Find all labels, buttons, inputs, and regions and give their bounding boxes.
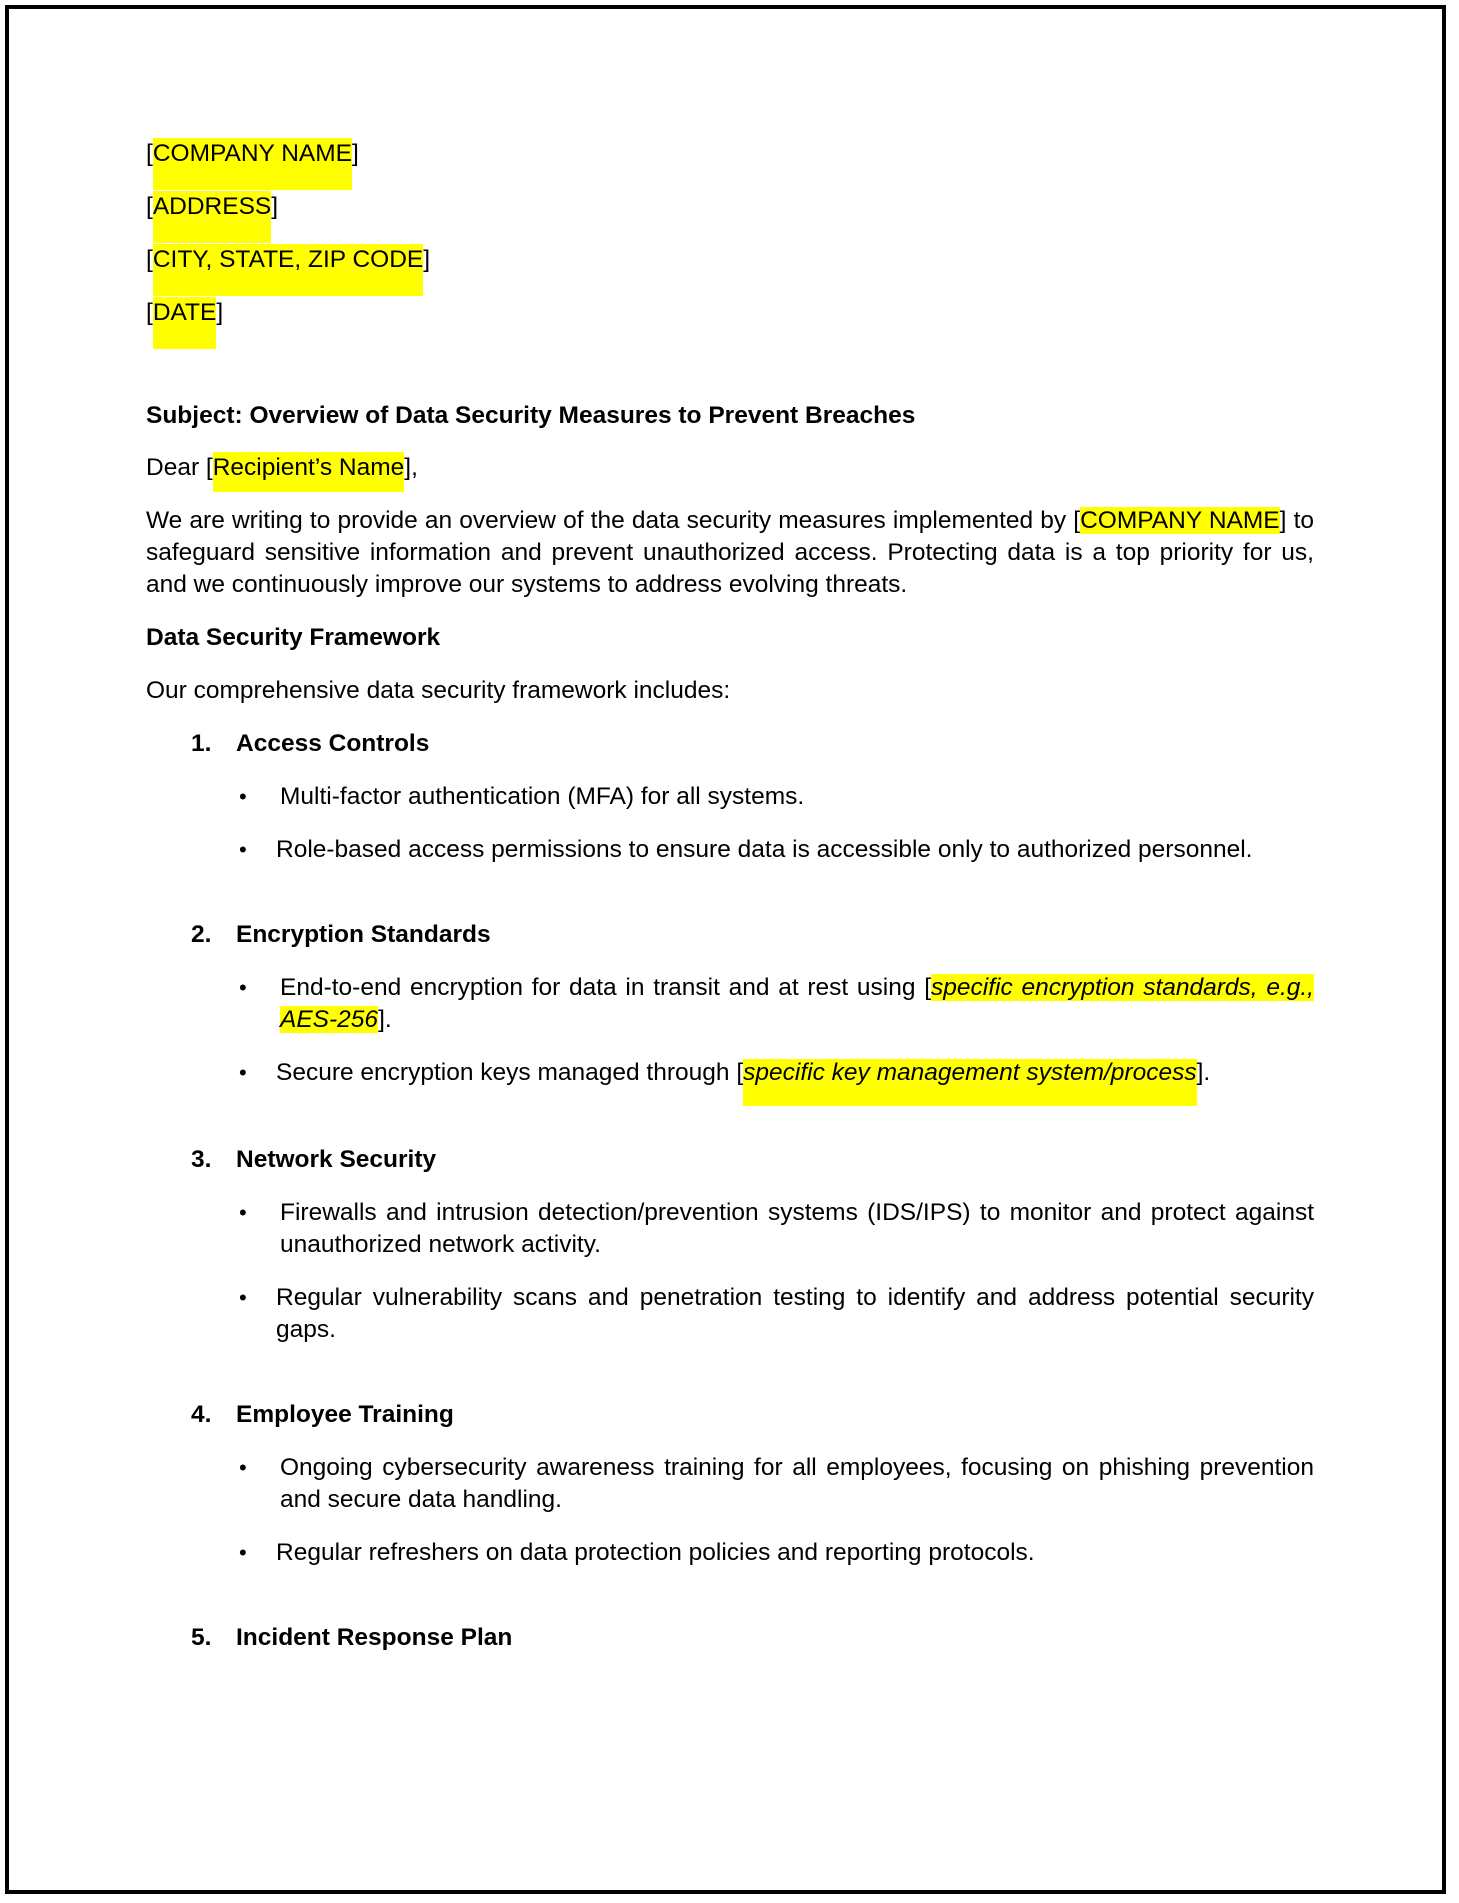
bullet-item: • Regular refreshers on data protection policies and reporting protocols.: [146, 1537, 1314, 1569]
list-item: [146, 728, 1314, 760]
intro-paragraph: We are writing to provide an overview of the data security measures implemented by [COMPANY NAME] to safeguard sensitive information and prevent unauthorized access. Protecting data is a top priority for us, and we continuously improve our systems to address evolving threats.: [146, 507, 1315, 598]
framework-intro: Our comprehensive data security framework includes:: [146, 677, 731, 704]
list-item: [146, 1399, 1314, 1431]
date-placeholder: DATE: [153, 297, 217, 349]
bullet-icon: •: [239, 784, 247, 809]
bullet-icon: •: [239, 1540, 247, 1565]
bullet-icon: •: [239, 975, 247, 1000]
list-number: 3.: [191, 1146, 212, 1173]
bullet-item: • Ongoing cybersecurity awareness training for all employees, focusing on phishing prevention and secure data handling.: [239, 1454, 1314, 1513]
bullet-item: • Role-based access permissions to ensure data is accessible only to authorized personnel.: [146, 834, 1314, 866]
bullet-item: • End-to-end encryption for data in transit and at rest using [specific encryption standards, e.g., AES-256].: [239, 974, 1314, 1033]
city-state-zip-placeholder: CITY, STATE, ZIP CODE: [153, 244, 423, 296]
recipient-name-placeholder: Recipient’s Name: [213, 452, 405, 492]
company-name-inline-placeholder: COMPANY NAME: [1080, 507, 1280, 534]
bullet-icon: •: [239, 1200, 247, 1225]
section-title: Access Controls: [236, 730, 430, 757]
list-item: [146, 1144, 1314, 1176]
bullet-item: • Multi-factor authentication (MFA) for all systems.: [146, 781, 1314, 813]
company-name-line: [COMPANY NAME]: [146, 138, 1314, 191]
bullet-item: • Regular vulnerability scans and penetration testing to identify and address potential security gaps.: [239, 1284, 1314, 1343]
document-body: [146, 138, 1314, 1654]
list-number: 1.: [191, 730, 212, 757]
greeting: Dear [Recipient’s Name],: [146, 452, 1314, 484]
list-number: 2.: [191, 921, 212, 948]
section-title: Encryption Standards: [236, 921, 491, 948]
list-item: [146, 1622, 1314, 1654]
subject-line: Subject: Overview of Data Security Measures to Prevent Breaches: [146, 402, 916, 429]
bullet-item: • Secure encryption keys managed through [specific key management system/process].: [146, 1057, 1314, 1089]
date-line: [DATE]: [146, 297, 1314, 350]
list-number: 4.: [191, 1401, 212, 1428]
section-title: Incident Response Plan: [236, 1624, 513, 1651]
bullet-item: • Firewalls and intrusion detection/prevention systems (IDS/IPS) to monitor and protect against unauthorized network activity.: [239, 1199, 1314, 1258]
city-state-zip-line: [CITY, STATE, ZIP CODE]: [146, 244, 1314, 297]
encryption-standards-placeholder: specific encryption standards, e.g., AES-256: [280, 974, 1314, 1033]
list-number: 5.: [191, 1624, 212, 1651]
section-title: Network Security: [236, 1146, 437, 1173]
framework-heading: Data Security Framework: [146, 624, 441, 651]
address-line: [ADDRESS]: [146, 191, 1314, 244]
bullet-icon: •: [239, 1285, 247, 1310]
list-item: [146, 919, 1314, 951]
bullet-icon: •: [239, 837, 247, 862]
company-name-placeholder: COMPANY NAME: [153, 138, 352, 190]
bullet-icon: •: [239, 1455, 247, 1480]
bullet-icon: •: [239, 1060, 247, 1085]
address-placeholder: ADDRESS: [153, 191, 271, 243]
section-title: Employee Training: [236, 1401, 454, 1428]
key-management-placeholder: specific key management system/process: [743, 1059, 1196, 1106]
